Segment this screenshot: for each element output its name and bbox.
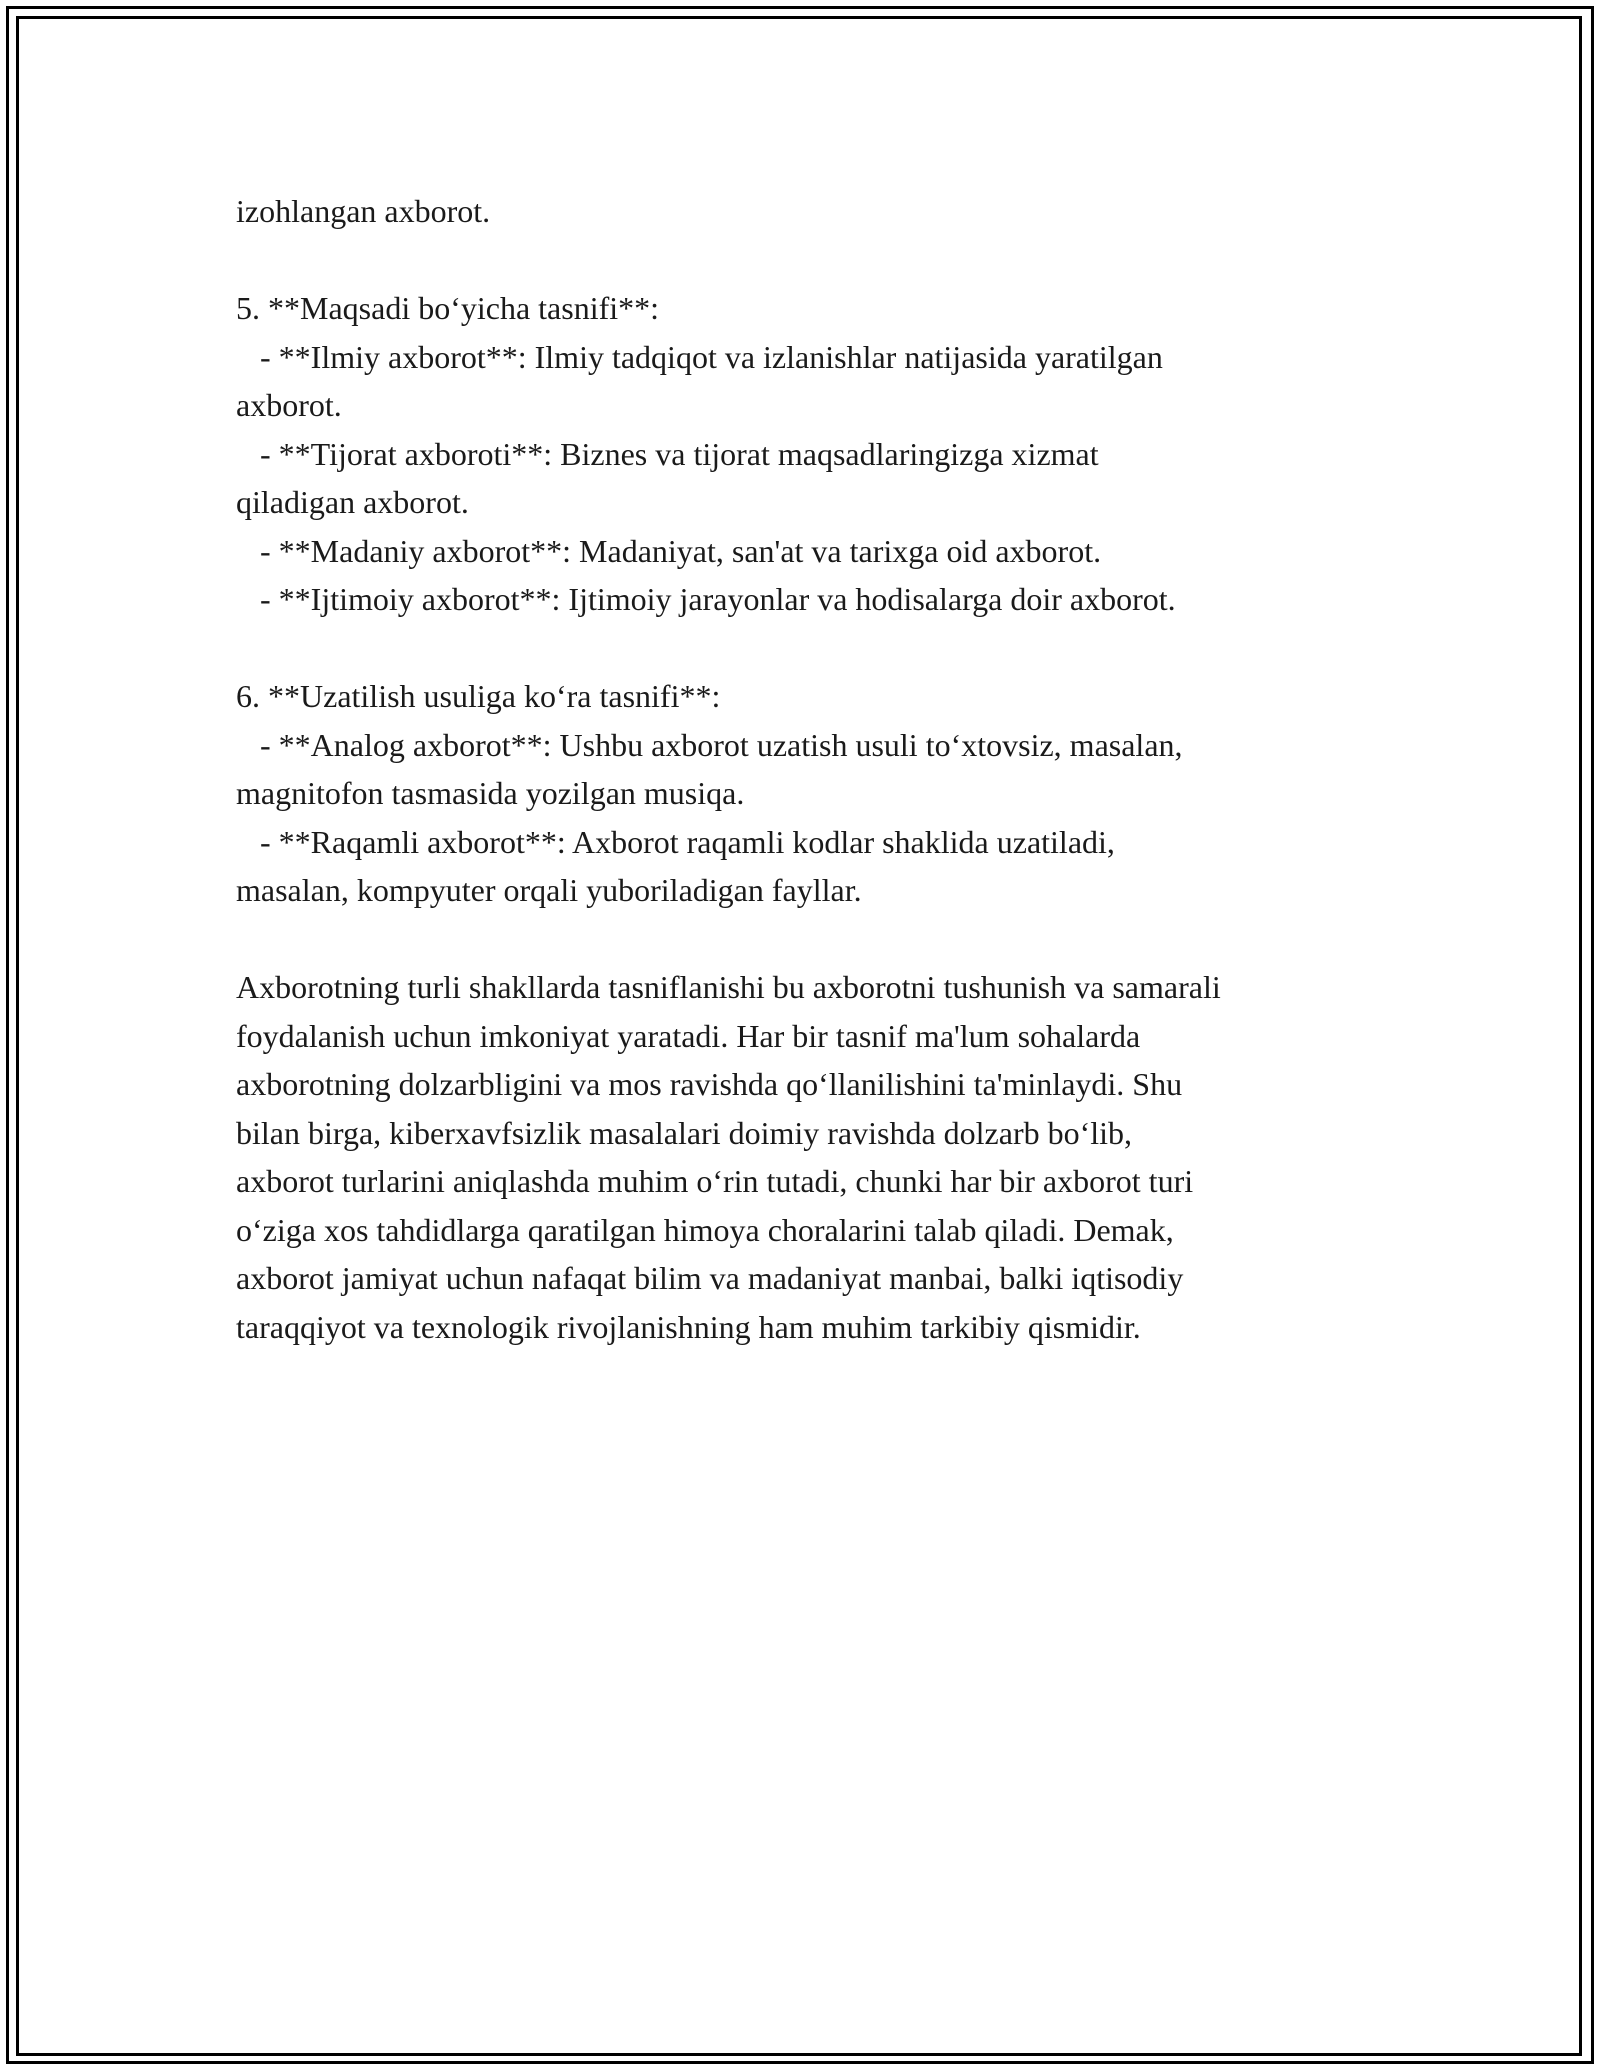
- list-item-line: magnitofon tasmasida yozilgan musiqa.: [236, 775, 745, 811]
- blank-line: [236, 624, 1396, 673]
- list-item-line: - **Ijtimoiy axborot**: Ijtimoiy jarayonlar va hodisalarga doir axborot.: [236, 581, 1176, 617]
- paragraph-line: Axborotning turli shakllarda tasniflanishi bu axborotni tushunish va samarali: [236, 969, 1221, 1005]
- paragraph-line: bilan birga, kiberxavfsizlik masalalari doimiy ravishda dolzarb bo‘lib,: [236, 1114, 1133, 1151]
- paragraph-line: foydalanish uchun imkoniyat yaratadi. Har bir tasnif ma'lum sohalarda: [236, 1017, 1141, 1054]
- paragraph-line: o‘ziga xos tahdidlarga qaratilgan himoya choralarini talab qiladi. Demak,: [236, 1211, 1174, 1248]
- list-item-line: - **Tijorat axboroti**: Biznes va tijorat maqsadlaringizga xizmat: [236, 435, 1099, 472]
- list-item-line: masalan, kompyuter orqali yuboriladigan fayllar.: [236, 872, 862, 908]
- list-item-line: qiladigan axborot.: [236, 484, 469, 520]
- section-heading: 5. **Maqsadi bo‘yicha tasnifi**:: [236, 290, 660, 326]
- list-item-line: - **Raqamli axborot**: Axborot raqamli kodlar shaklida uzatiladi,: [236, 823, 1115, 860]
- blank-line: [236, 915, 1396, 964]
- blank-line: [236, 236, 1396, 285]
- paragraph-line: taraqqiyot va texnologik rivojlanishning ham muhim tarkibiy qismidir.: [236, 1308, 1141, 1345]
- paragraph-line: axborot jamiyat uchun nafaqat bilim va madaniyat manbai, balki iqtisodiy: [236, 1260, 1184, 1296]
- document-body: [236, 187, 1396, 1351]
- paragraph-line: axborot turlarini aniqlashda muhim o‘rin tutadi, chunki har bir axborot turi: [236, 1163, 1194, 1199]
- text-line: izohlangan axborot.: [236, 193, 491, 229]
- list-item-line: - **Ilmiy axborot**: Ilmiy tadqiqot va izlanishlar natijasida yaratilgan: [236, 338, 1163, 375]
- list-item-line: - **Madaniy axborot**: Madaniyat, san'at va tarixga oid axborot.: [236, 532, 1102, 569]
- section-heading: 6. **Uzatilish usuliga ko‘ra tasnifi**:: [236, 678, 721, 714]
- list-item-line: - **Analog axborot**: Ushbu axborot uzatish usuli to‘xtovsiz, masalan,: [236, 726, 1183, 763]
- paragraph-line: axborotning dolzarbligini va mos ravishda qo‘llanilishini ta'minlaydi. Shu: [236, 1066, 1183, 1102]
- list-item-line: axborot.: [236, 387, 342, 423]
